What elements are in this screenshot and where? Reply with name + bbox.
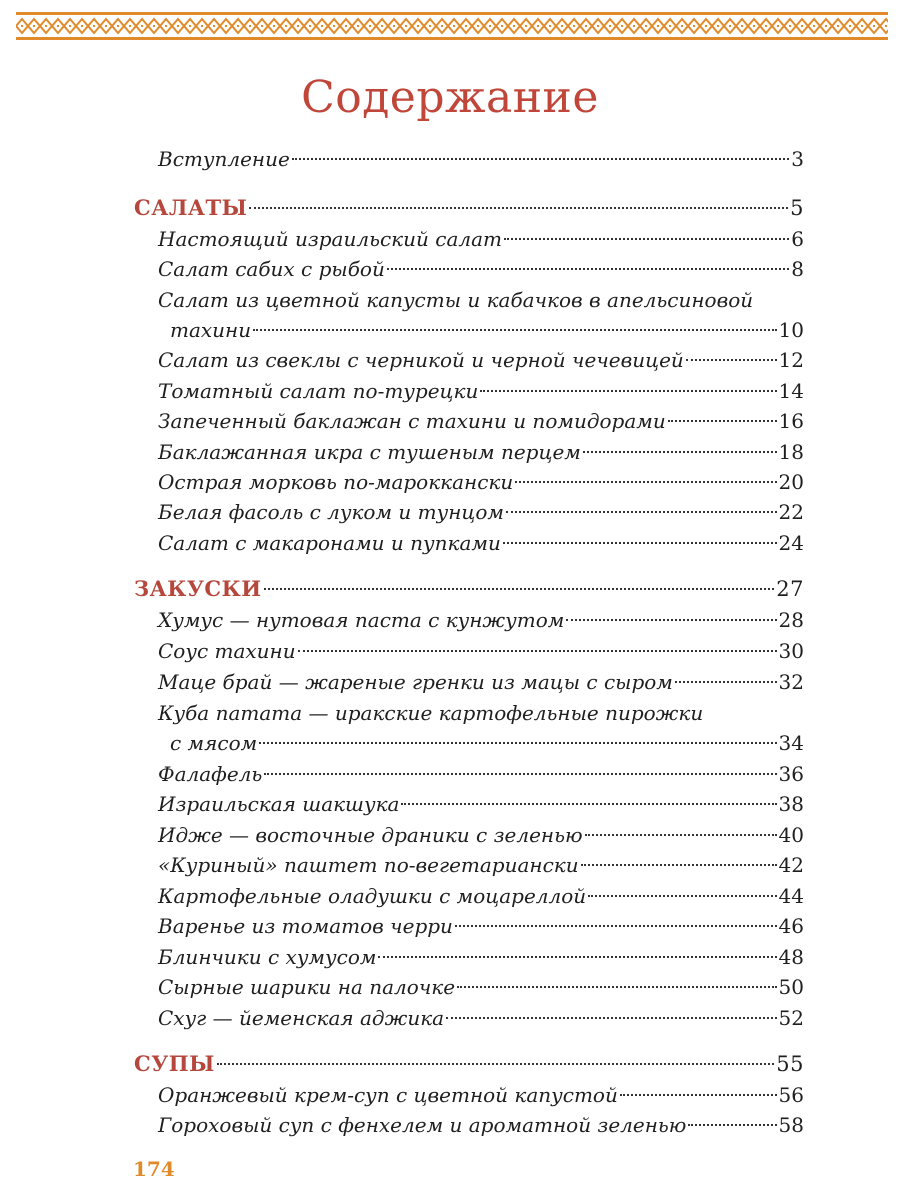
toc-entry[interactable]: Маце брай — жареные гренки из мацы с сыром 32 [158, 670, 804, 694]
toc-entry[interactable]: Схуг — йеменская аджика 52 [158, 1006, 804, 1030]
toc-entry[interactable]: Настоящий израильский салат 6 [158, 227, 804, 251]
decorative-border [16, 12, 888, 40]
toc-entry-intro[interactable]: Вступление 3 [158, 147, 804, 171]
toc-entry[interactable]: Салат с макаронами и пупками 24 [158, 531, 804, 555]
toc-entry[interactable]: Израильская шакшука 38 [158, 792, 804, 816]
toc-section-soups[interactable]: СУПЫ 55 [134, 1051, 804, 1076]
toc-entry[interactable]: Блинчики с хумусом 48 [158, 945, 804, 969]
toc-entry[interactable]: Соус тахини 30 [158, 639, 804, 663]
toc-entry[interactable]: Гороховый суп с фенхелем и ароматной зеленью 58 [158, 1113, 804, 1137]
page-number: 174 [133, 1157, 175, 1181]
toc-entry[interactable]: Фалафель 36 [158, 762, 804, 786]
page-title: Содержание [301, 72, 599, 123]
toc-entry[interactable]: Томатный салат по-турецки 14 [158, 379, 804, 403]
toc-entry[interactable]: Запеченный баклажан с тахини и помидорами 16 [158, 409, 804, 433]
toc-entry[interactable]: Сырные шарики на палочке 50 [158, 975, 804, 999]
toc-entry-continuation[interactable]: с мясом 34 [170, 731, 804, 755]
toc-entry[interactable]: Идже — восточные драники с зеленью 40 [158, 823, 804, 847]
toc-entry[interactable]: Варенье из томатов черри 46 [158, 914, 804, 938]
toc-entry[interactable]: «Куриный» паштет по-вегетариански 42 [158, 853, 804, 877]
toc-entry[interactable]: Хумус — нутовая паста с кунжутом 28 [158, 608, 804, 632]
toc-section-snacks[interactable]: ЗАКУСКИ 27 [134, 576, 804, 601]
toc-entry[interactable]: Картофельные оладушки с моцареллой 44 [158, 884, 804, 908]
toc-entry[interactable]: Куба патата — иракские картофельные пирожки [158, 701, 704, 725]
toc-entry[interactable]: Салат из цветной капусты и кабачков в апельсиновой [158, 288, 754, 312]
toc-section-salads[interactable]: САЛАТЫ 5 [134, 195, 804, 220]
toc-entry[interactable]: Оранжевый крем-суп с цветной капустой 56 [158, 1083, 804, 1107]
toc-entry[interactable]: Салат из свеклы с черникой и черной чечевицей 12 [158, 348, 804, 372]
toc-entry[interactable]: Острая морковь по-мароккански 20 [158, 470, 804, 494]
toc-entry-continuation[interactable]: тахини 10 [170, 318, 804, 342]
toc-entry[interactable]: Салат сабих с рыбой 8 [158, 257, 804, 281]
toc-entry[interactable]: Баклажанная икра с тушеным перцем 18 [158, 440, 804, 464]
toc-entry[interactable]: Белая фасоль с луком и тунцом 22 [158, 500, 804, 524]
